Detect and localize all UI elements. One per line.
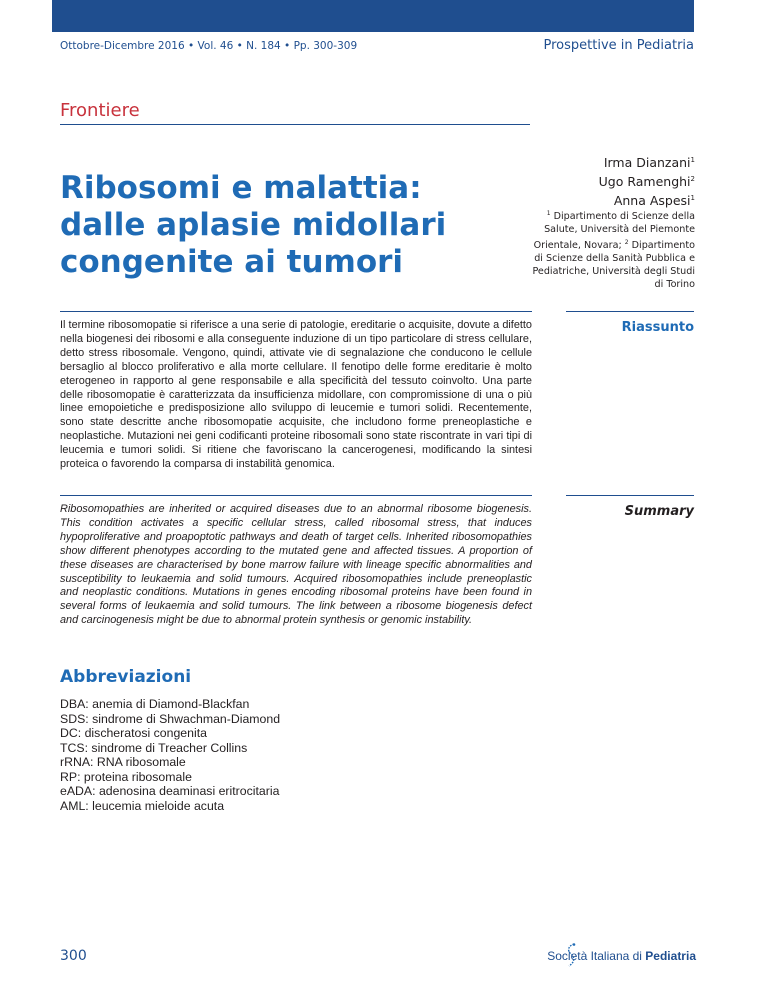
abstract-divider	[60, 311, 532, 312]
abbreviations-heading: Abbreviazioni	[60, 667, 192, 687]
abbreviation-item: AML: leucemia mieloide acuta	[60, 798, 225, 813]
abbreviation-item: SDS: sindrome di Shwachman-Diamond	[60, 711, 281, 726]
page-number: 300	[60, 948, 87, 964]
title-line: dalle aplasie midollari	[60, 207, 447, 243]
summary-divider	[60, 495, 532, 496]
title-line: congenite ai tumori	[60, 244, 404, 280]
abbreviation-item: eADA: adenosina deaminasi eritrocitaria	[60, 784, 280, 798]
author-list	[599, 152, 695, 209]
society-name: Società Italiana di Pediatria	[547, 949, 696, 963]
affiliations: $^1$ Dipartimento di Scienze della Salute, Università del Piemonte Orientale, Novara; $^2$ Dipartimento di Scienze della Sanità Pubblica e Pediatriche, Università degli Studi di Torino	[532, 210, 695, 290]
section-divider	[60, 124, 530, 125]
section-label: Frontiere	[60, 100, 140, 121]
abbreviation-item: DBA: anemia di Diamond-Blackfan	[60, 697, 250, 711]
author: Ugo Ramenghi$^2$	[598, 174, 695, 189]
header-color-bar	[52, 0, 694, 32]
abbreviations-list	[60, 697, 280, 813]
author: Anna Aspesi$^1$	[613, 193, 695, 208]
abbreviation-item: rRNA: RNA ribosomale	[60, 755, 186, 769]
summary-heading: Summary	[624, 504, 694, 519]
summary-side-divider	[566, 495, 694, 496]
abstract-side-divider	[566, 311, 694, 312]
author: Irma Dianzani$^1$	[603, 155, 695, 170]
riassunto-text: Il termine ribosomopatie si riferisce a una serie di patologie, ereditarie o acquisite, dovute a difetto nella biogenesi dei ribosomi e alla conseguente induzione di un tipo particolare di stress cellulare, detto stress ribosomale. Vengono, quindi, attivate vie di segnalazione che conducono le cellule bersaglio al blocco proliferativo e alla morte cellulare. Il fenotipo delle forme ereditarie è molto eterogeneo in rapporto al gene responsabile e alla specificità del tessuto coinvolto. Una parte delle ribosomopatie è caratterizzata da insufficienza midollare, con compromissione di una o più linee emopoietiche e predisposizione allo sviluppo di leucemie e tumori solidi. Recentemente, sono state descritte anche ribosomopatie acquisite, che includono forme preneoplastiche e neoplastiche. Mutazioni nei geni codificanti proteine ribosomali sono state riscontrate in vari tipi di leucemia e tumori solidi. Si ritiene che favoriscano la cancerogenesi, modificando la sintesi proteica o favorendo la comparsa di instabilità genomica.	[60, 319, 532, 471]
summary-text: Ribosomopathies are inherited or acquired diseases due to an abnormal ribosome biogenesis. This condition activates a specific cellular stress, called ribosomal stress, that induces hypoproliferative and proapoptotic pathways and death of target cells. Inherited ribosomopathies show different phenotypes according to the mutated gene and affected tissues. A proportion of these diseases are characterised by bone marrow failure with lineage specific abnormalities and susceptibility to leukaemia and solid tumours. Acquired ribosomopathies include preneoplastic and neoplastic conditions. Mutations in genes encoding ribosomal proteins have been found in several forms of leukaemia and solid tumours. The link between a ribosome biogenesis defect and carcinogenesis might be due to abnormal protein synthesis or genomic instability.	[60, 503, 532, 627]
issue-meta: Ottobre-Dicembre 2016 • Vol. 46 • N. 184 • Pp. 300-309	[60, 40, 358, 52]
abbreviation-item: RP: proteina ribosomale	[60, 769, 192, 784]
abbreviation-item: TCS: sindrome di Treacher Collins	[60, 740, 248, 755]
riassunto-heading: Riassunto	[621, 320, 694, 335]
article-title	[60, 170, 530, 281]
title-line: Ribosomi e malattia:	[60, 170, 422, 206]
journal-name: Prospettive in Pediatria	[543, 38, 694, 53]
abbreviation-item: DC: discheratosi congenita	[60, 726, 207, 740]
